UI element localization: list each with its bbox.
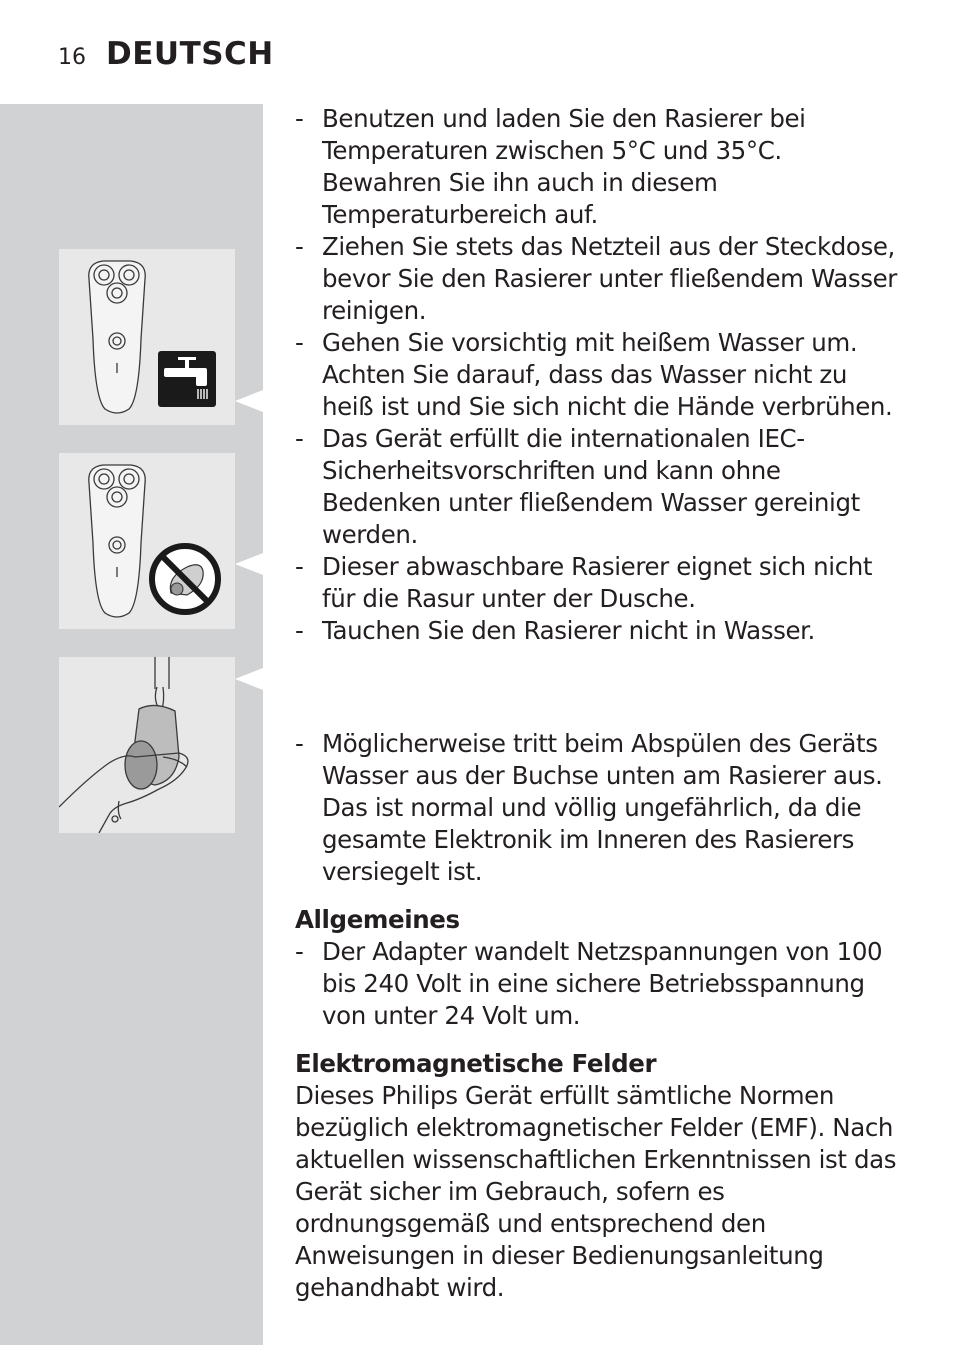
list-item: - Benutzen und laden Sie den Rasierer bei Temperaturen zwischen 5°C und 35°C. Bewahren Sie ihn auch in diesem Temperaturbereich auf. [295,103,900,231]
figure-rinsing [59,657,235,833]
list-item: - Dieser abwaschbare Rasierer eignet sich nicht für die Rasur unter der Dusche. [295,551,900,615]
list-item: - Möglicherweise tritt beim Abspülen des Geräts Wasser aus der Buchse unten am Rasierer aus. Das ist normal und völlig ungefährlich, da die gesamte Elektronik im Inneren des Rasierers versiegelt ist. [295,728,900,888]
list-item: - Das Gerät erfüllt die internationalen IEC-Sicherheitsvorschriften und kann ohne Bedenken unter fließendem Wasser gereinigt werden. [295,423,900,551]
emf-body: Dieses Philips Gerät erfüllt sämtliche Normen bezüglich elektromagnetischer Felder (EMF). Nach aktuellen wissenschaftlichen Erkenntnissen ist das Gerät sicher im Gebrauch, sofern es ordnungsgemäß und entsprechend den Anweisungen in dieser Bedienungsanleitung gehandhabt wird. [295,1081,897,1302]
water-tap-icon [158,351,216,407]
rinsing-illustration [59,657,235,833]
general-heading: Allgemeines [295,905,460,934]
figure-shaver-no-shower [59,453,235,629]
list-item: - Der Adapter wandelt Netzspannungen von 100 bis 240 Volt in eine sichere Betriebsspannung von unter 24 Volt um. [295,936,900,1032]
general-list [295,936,900,1032]
figure-pointer [235,553,263,575]
list-item: - Tauchen Sie den Rasierer nicht in Wasser. [295,615,900,647]
figure-pointer [235,668,263,690]
figure-shaver-tap [59,249,235,425]
section-title: DEUTSCH [106,36,274,72]
list-item: - Gehen Sie vorsichtig mit heißem Wasser um. Achten Sie darauf, dass das Wasser nicht zu heiß ist und Sie sich nicht die Hände verbrühen. [295,327,900,423]
no-shower-icon [147,541,223,617]
main-content [295,103,900,1304]
list-item: - Ziehen Sie stets das Netzteil aus der Steckdose, bevor Sie den Rasierer unter fließendem Wasser reinigen. [295,231,900,327]
page-number: 16 [58,45,86,70]
rinsing-note-list [295,728,900,888]
emf-heading: Elektromagnetische Felder [295,1049,657,1078]
figure-pointer [235,390,263,412]
page-header [58,36,274,72]
safety-list [295,103,900,647]
